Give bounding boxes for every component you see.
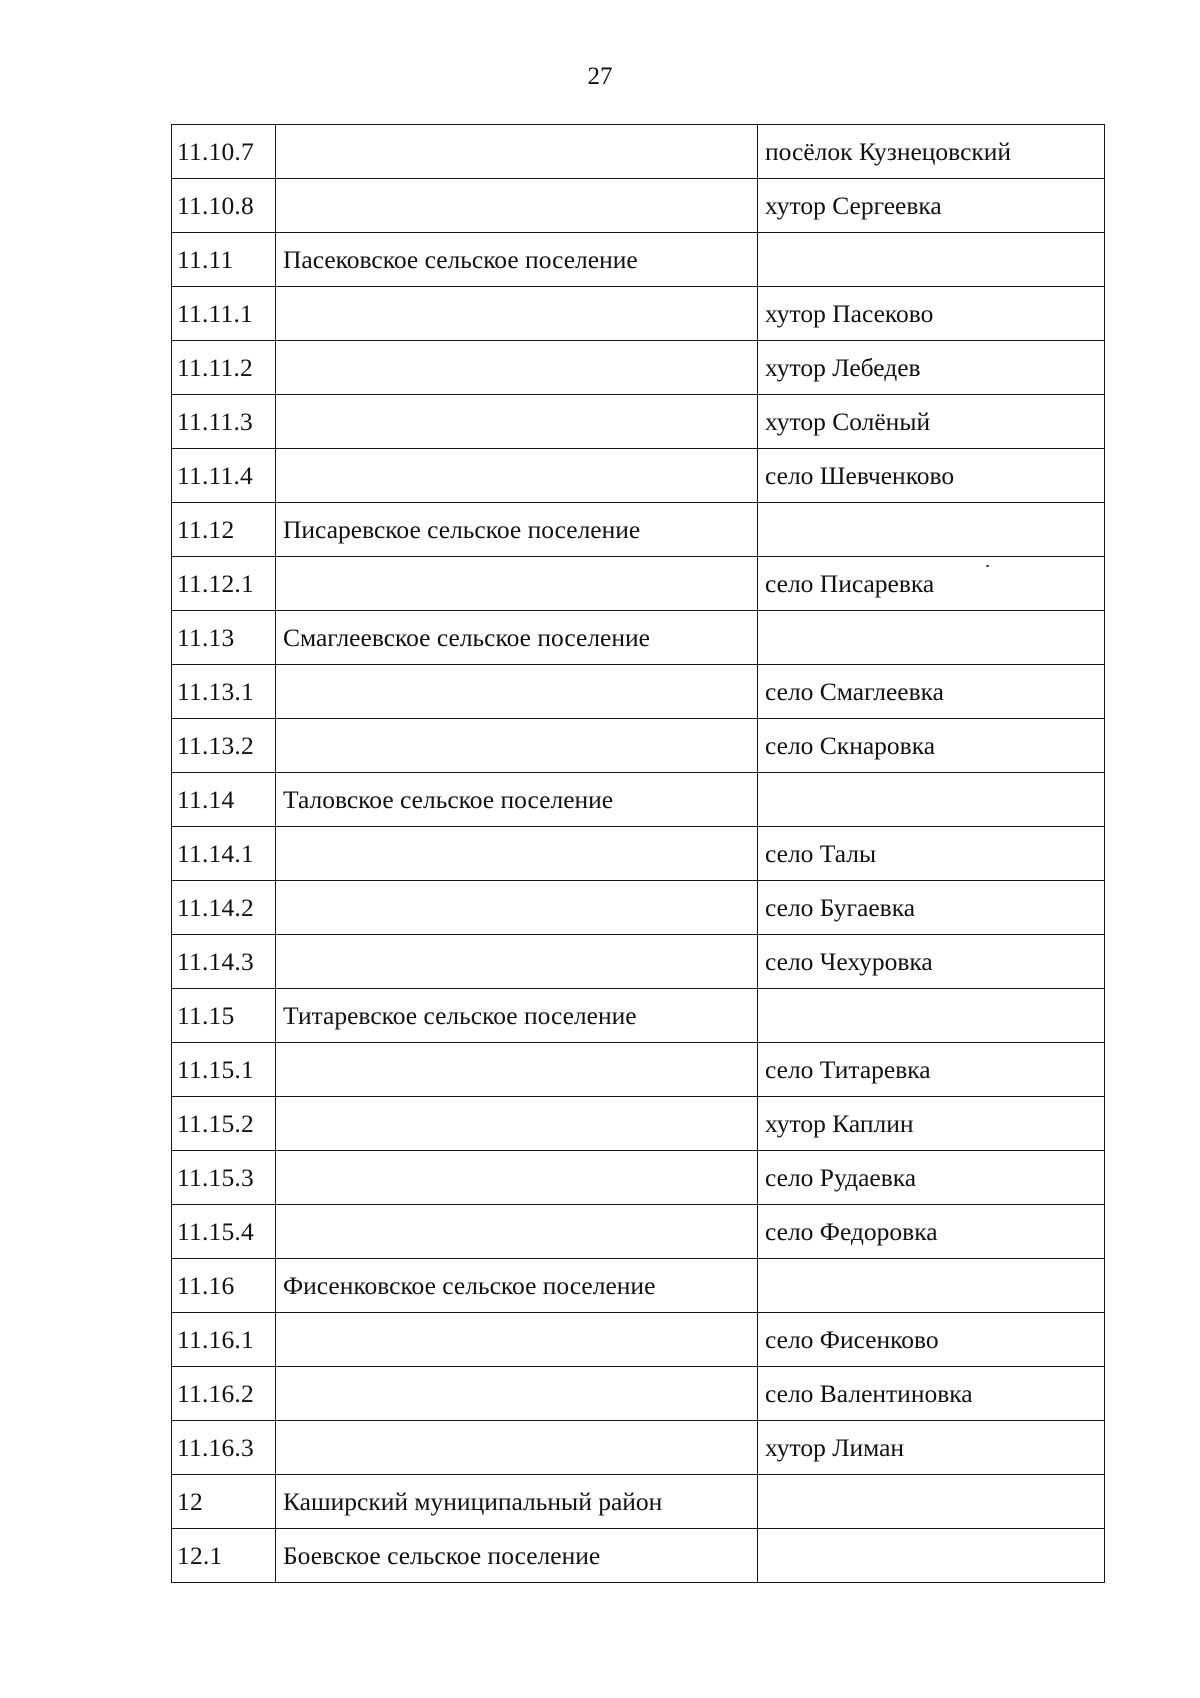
- table-row: [172, 1205, 1105, 1259]
- table-row: [172, 611, 1105, 665]
- table-row: [172, 989, 1105, 1043]
- locality-cell: село Федоровка: [758, 1205, 1105, 1259]
- settlement-cell: [276, 1097, 758, 1151]
- code-cell: 11.15: [172, 989, 276, 1043]
- settlement-cell: [276, 1043, 758, 1097]
- settlement-cell: [276, 341, 758, 395]
- locality-cell: село Писаревка: [758, 557, 1105, 611]
- table-row: [172, 1475, 1105, 1529]
- table-row: [172, 287, 1105, 341]
- code-cell: 11.16: [172, 1259, 276, 1313]
- code-cell: 11.16.3: [172, 1421, 276, 1475]
- settlement-cell: [276, 395, 758, 449]
- code-cell: 11.14.1: [172, 827, 276, 881]
- locality-cell: [758, 989, 1105, 1043]
- code-cell: 11.11.1: [172, 287, 276, 341]
- table-row: [172, 449, 1105, 503]
- table-row: [172, 125, 1105, 179]
- locality-cell: [758, 1259, 1105, 1313]
- code-cell: 11.10.8: [172, 179, 276, 233]
- locality-cell: село Рудаевка: [758, 1151, 1105, 1205]
- locality-cell: [758, 1529, 1105, 1583]
- settlement-cell: [276, 719, 758, 773]
- locality-cell: хутор Лебедев: [758, 341, 1105, 395]
- settlement-cell: [276, 1421, 758, 1475]
- settlement-cell: Титаревское сельское поселение: [276, 989, 758, 1043]
- settlement-cell: Смаглеевское сельское поселение: [276, 611, 758, 665]
- locality-cell: село Титаревка: [758, 1043, 1105, 1097]
- table-row: [172, 1313, 1105, 1367]
- locality-cell: посёлок Кузнецовский: [758, 125, 1105, 179]
- settlement-cell: [276, 665, 758, 719]
- table-row: [172, 557, 1105, 611]
- settlement-cell: Таловское сельское поселение: [276, 773, 758, 827]
- locality-cell: [758, 503, 1105, 557]
- locality-cell: хутор Сергеевка: [758, 179, 1105, 233]
- locality-cell: село Талы: [758, 827, 1105, 881]
- settlement-cell: [276, 449, 758, 503]
- settlement-cell: [276, 287, 758, 341]
- locality-cell: село Фисенково: [758, 1313, 1105, 1367]
- locality-cell: хутор Каплин: [758, 1097, 1105, 1151]
- settlement-cell: [276, 881, 758, 935]
- code-cell: 11.14: [172, 773, 276, 827]
- code-cell: 11.16.1: [172, 1313, 276, 1367]
- code-cell: 11.13.1: [172, 665, 276, 719]
- table-row: [172, 1259, 1105, 1313]
- code-cell: 11.12.1: [172, 557, 276, 611]
- table-row: [172, 1043, 1105, 1097]
- code-cell: 11.12: [172, 503, 276, 557]
- settlements-table: [171, 124, 1105, 1583]
- code-cell: 11.14.3: [172, 935, 276, 989]
- table-row: [172, 665, 1105, 719]
- settlement-cell: Писаревское сельское поселение: [276, 503, 758, 557]
- table-row: [172, 503, 1105, 557]
- locality-cell: [758, 773, 1105, 827]
- settlement-cell: Боевское сельское поселение: [276, 1529, 758, 1583]
- code-cell: 11.13: [172, 611, 276, 665]
- table-row: [172, 395, 1105, 449]
- code-cell: 11.11.2: [172, 341, 276, 395]
- locality-cell: хутор Пасеково: [758, 287, 1105, 341]
- code-cell: 11.15.2: [172, 1097, 276, 1151]
- table-row: [172, 1097, 1105, 1151]
- table-row: [172, 773, 1105, 827]
- settlement-cell: Фисенковское сельское поселение: [276, 1259, 758, 1313]
- locality-cell: село Чехуровка: [758, 935, 1105, 989]
- table-row: [172, 719, 1105, 773]
- settlement-cell: [276, 827, 758, 881]
- table-row: [172, 827, 1105, 881]
- code-cell: 12.1: [172, 1529, 276, 1583]
- table-row: [172, 179, 1105, 233]
- table-row: [172, 1529, 1105, 1583]
- table-row: [172, 233, 1105, 287]
- code-cell: 11.16.2: [172, 1367, 276, 1421]
- locality-cell: село Скнаровка: [758, 719, 1105, 773]
- settlement-cell: Каширский муниципальный район: [276, 1475, 758, 1529]
- scan-speck: [986, 565, 989, 567]
- locality-cell: село Бугаевка: [758, 881, 1105, 935]
- code-cell: 11.11.3: [172, 395, 276, 449]
- settlements-table-body: [172, 125, 1105, 1583]
- settlement-cell: Пасековское сельское поселение: [276, 233, 758, 287]
- table-row: [172, 935, 1105, 989]
- code-cell: 11.11: [172, 233, 276, 287]
- code-cell: 11.11.4: [172, 449, 276, 503]
- code-cell: 11.15.4: [172, 1205, 276, 1259]
- locality-cell: [758, 611, 1105, 665]
- code-cell: 11.15.3: [172, 1151, 276, 1205]
- locality-cell: село Смаглеевка: [758, 665, 1105, 719]
- locality-cell: село Валентиновка: [758, 1367, 1105, 1421]
- settlement-cell: [276, 1367, 758, 1421]
- locality-cell: село Шевченково: [758, 449, 1105, 503]
- locality-cell: хутор Лиман: [758, 1421, 1105, 1475]
- code-cell: 11.13.2: [172, 719, 276, 773]
- code-cell: 11.10.7: [172, 125, 276, 179]
- page-number: 27: [587, 63, 613, 90]
- settlement-cell: [276, 557, 758, 611]
- settlement-cell: [276, 1313, 758, 1367]
- settlement-cell: [276, 1151, 758, 1205]
- table-row: [172, 881, 1105, 935]
- locality-cell: хутор Солёный: [758, 395, 1105, 449]
- code-cell: 11.14.2: [172, 881, 276, 935]
- table-row: [172, 1367, 1105, 1421]
- settlement-cell: [276, 935, 758, 989]
- code-cell: 11.15.1: [172, 1043, 276, 1097]
- locality-cell: [758, 1475, 1105, 1529]
- table-row: [172, 1151, 1105, 1205]
- table-row: [172, 1421, 1105, 1475]
- settlement-cell: [276, 1205, 758, 1259]
- locality-cell: [758, 233, 1105, 287]
- code-cell: 12: [172, 1475, 276, 1529]
- table-row: [172, 341, 1105, 395]
- settlement-cell: [276, 179, 758, 233]
- settlement-cell: [276, 125, 758, 179]
